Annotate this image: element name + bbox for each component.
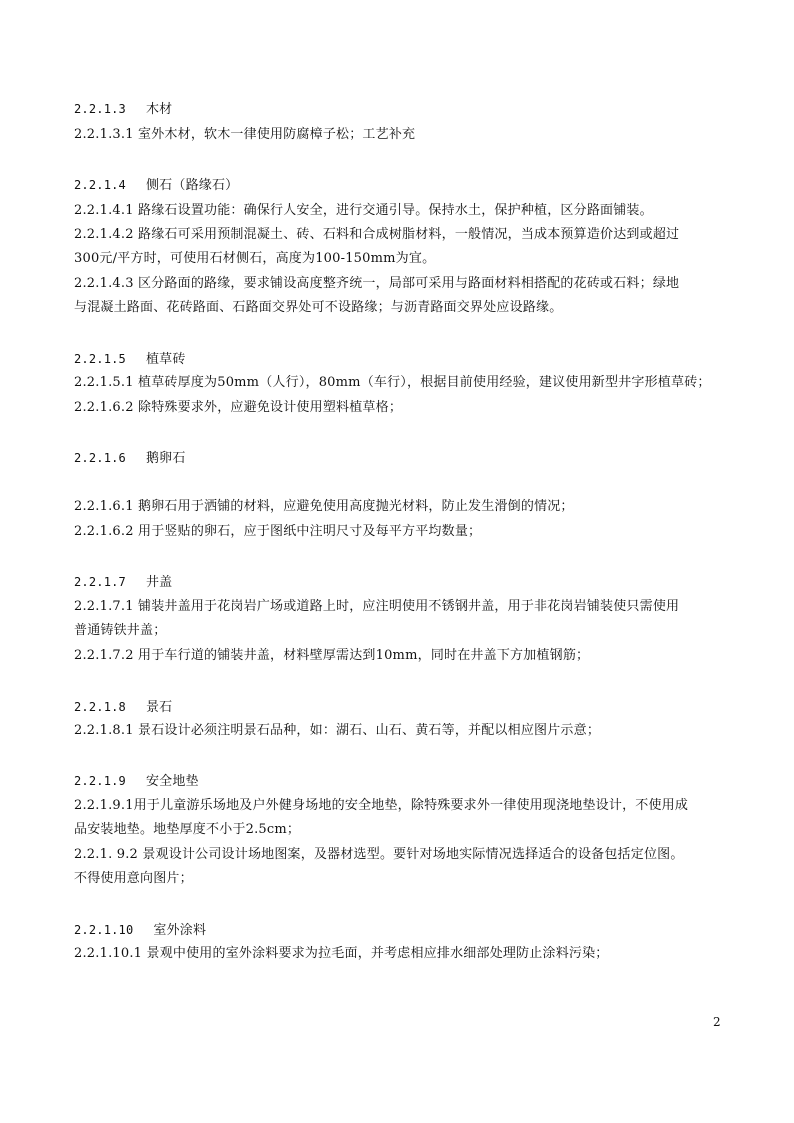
paragraph-line: 2.2.1.6.2 用于竖贴的卵石，应于图纸中注明尺寸及每平方平均数量； <box>74 524 482 539</box>
paragraph-line: 2.2.1.10.1 景观中使用的室外涂料要求为拉毛面，并考虑相应排水细部处理防止涂料污染； <box>74 946 609 961</box>
section-heading <box>74 448 186 469</box>
section-heading <box>74 920 206 941</box>
paragraph-line: 300元/平方时，可使用石材侧石，高度为100-150mm为宜。 <box>74 251 436 266</box>
section-title: 室外涂料 <box>153 923 207 938</box>
section-title: 植草砖 <box>145 352 186 367</box>
paragraph-line: 2.2.1.6.2 除特殊要求外，应避免设计使用塑料植草格； <box>74 400 403 415</box>
paragraph-line: 2.2.1. 9.2 景观设计公司设计场地图案，及器材选型。要针对场地实际情况选择适合的设备包括定位图。 <box>74 847 684 862</box>
section-title: 鹅卵石 <box>145 451 186 466</box>
paragraph-line: 2.2.1.4.3 区分路面的路缘，要求铺设高度整齐统一，局部可采用与路面材料相搭配的花砖或石料；绿地 <box>74 276 680 291</box>
page-number: 2 <box>713 1015 721 1029</box>
section-title: 侧石（路缘石） <box>145 178 239 193</box>
paragraph-line: 2.2.1.6.1 鹅卵石用于洒铺的材料，应避免使用高度抛光材料，防止发生滑倒的情况； <box>74 499 574 514</box>
paragraph-line: 2.2.1.4.1 路缘石设置功能：确保行人安全，进行交通引导。保持水土，保护种植，区分路面铺装。 <box>74 203 653 218</box>
section-heading <box>74 771 199 792</box>
section-number: 2.2.1.9 <box>74 774 126 788</box>
paragraph-line: 品安装地垫。地垫厚度不小于2.5cm； <box>74 822 301 837</box>
paragraph-line: 2.2.1.3.1 室外木材，软木一律使用防腐樟子松；工艺补充 <box>74 127 416 142</box>
section-heading <box>74 349 186 370</box>
paragraph-line: 2.2.1.7.2 用于车行道的铺装井盖，材料壁厚需达到10mm，同时在井盖下方加植钢筋； <box>74 648 590 663</box>
section-number: 2.2.1.8 <box>74 700 126 714</box>
paragraph-line: 2.2.1.9.1用于儿童游乐场地及户外健身场地的安全地垫，除特殊要求外一律使用现浇地垫设计，不使用成 <box>74 798 689 813</box>
section-number: 2.2.1.4 <box>74 178 126 192</box>
section-heading <box>74 697 172 718</box>
section-heading <box>74 175 238 196</box>
paragraph-line: 不得使用意向图片； <box>74 871 193 886</box>
section-number: 2.2.1.3 <box>74 102 126 116</box>
section-title: 安全地垫 <box>145 774 199 789</box>
section-title: 景石 <box>145 700 173 715</box>
paragraph-line: 2.2.1.5.1 植草砖厚度为50mm（人行），80mm（车行），根据目前使用经验，建议使用新型井字形植草砖； <box>74 375 711 390</box>
section-title: 木材 <box>145 102 173 117</box>
paragraph-line: 2.2.1.4.2 路缘石可采用预制混凝土、砖、石料和合成树脂材料，一般情况，当成本预算造价达到或超过 <box>74 227 680 242</box>
paragraph-line: 2.2.1.8.1 景石设计必须注明景石品种，如：湖石、山石、黄石等，并配以相应图片示意； <box>74 723 601 738</box>
section-title: 井盖 <box>145 575 173 590</box>
section-number: 2.2.1.5 <box>74 352 126 366</box>
section-heading <box>74 99 172 120</box>
paragraph-line: 普通铸铁井盖； <box>74 623 167 638</box>
section-number: 2.2.1.10 <box>74 923 134 937</box>
paragraph-line: 与混凝土路面、花砖路面、石路面交界处可不设路缘；与沥青路面交界处应设路缘。 <box>74 300 563 315</box>
section-number: 2.2.1.7 <box>74 575 126 589</box>
section-heading <box>74 572 172 593</box>
paragraph-line: 2.2.1.7.1 铺装井盖用于花岗岩广场或道路上时，应注明使用不锈钢井盖，用于非花岗岩铺装使只需使用 <box>74 599 680 614</box>
section-number: 2.2.1.6 <box>74 451 126 465</box>
